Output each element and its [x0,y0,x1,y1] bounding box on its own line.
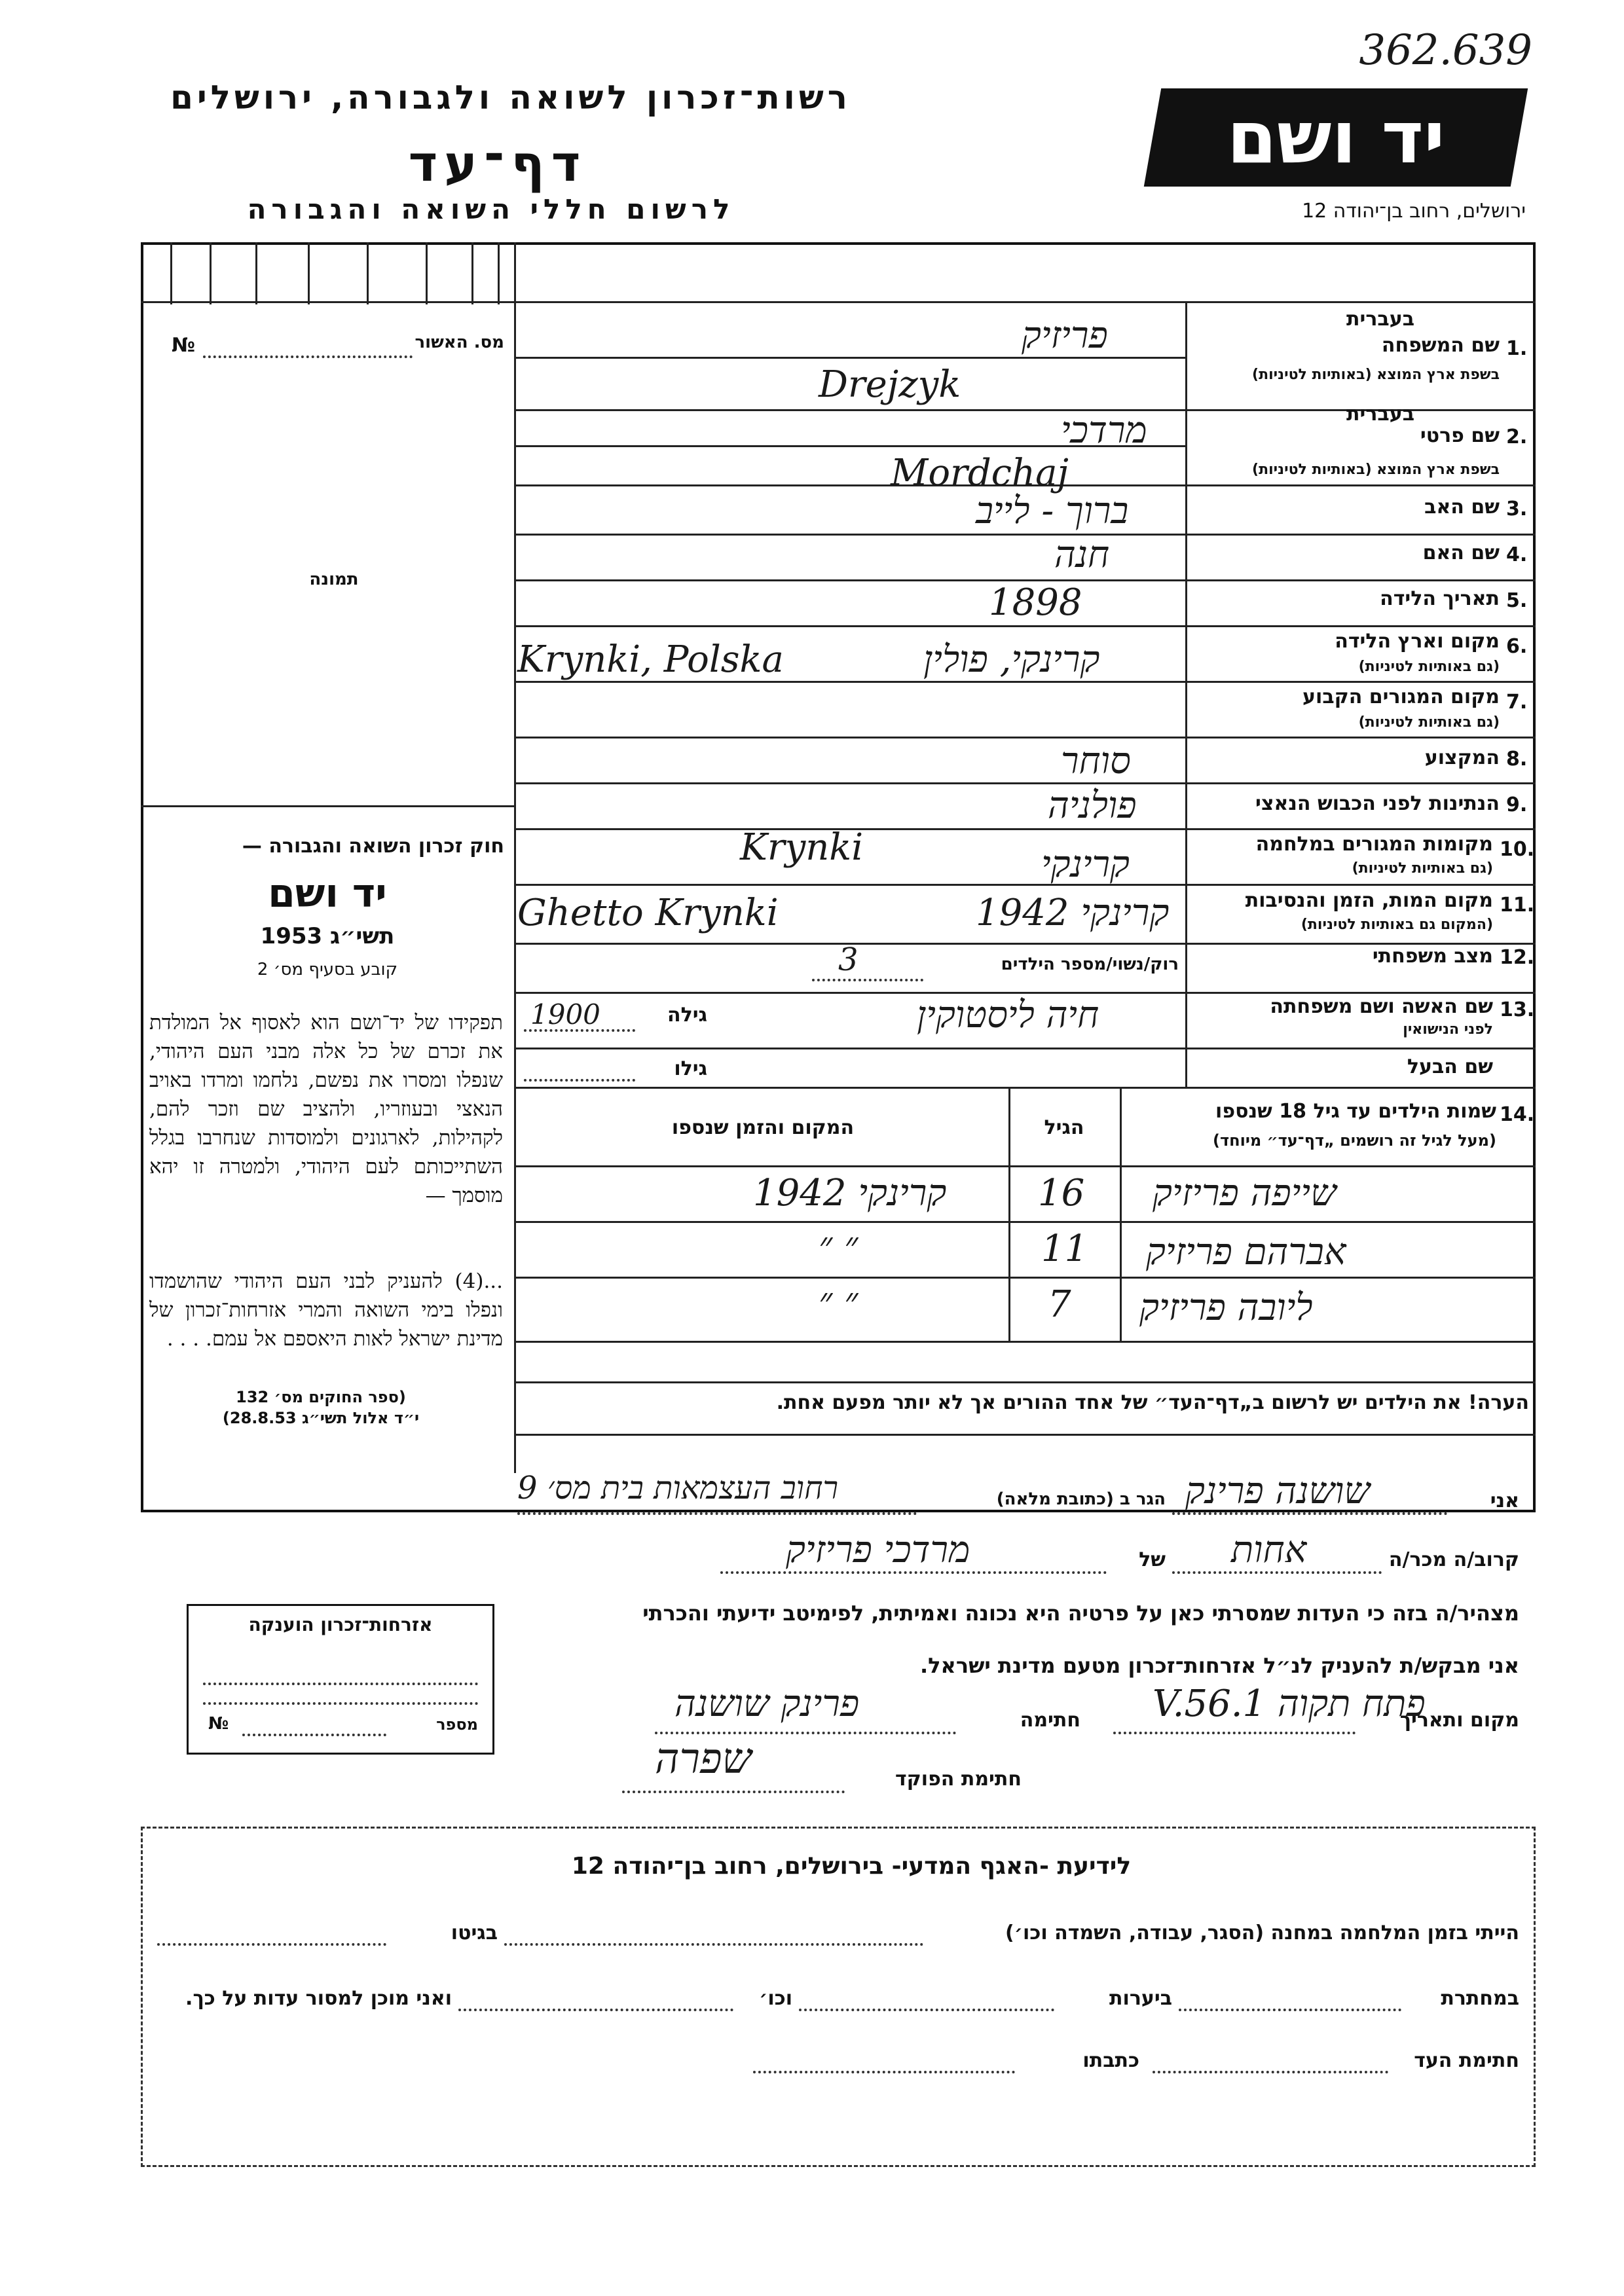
research-line3-fill-2 [753,2071,1015,2073]
signature-line [655,1732,956,1734]
entry-rule [514,357,1185,359]
strip-cell [308,242,310,304]
strip-cell [210,242,212,304]
row-rule [1185,625,1536,627]
yad-vashem-logo [1144,88,1528,187]
of-name-line [720,1571,1107,1574]
note-rule [514,1381,1536,1383]
field-11-value-lat: Ghetto Krynki [517,892,779,934]
signature: פרינק שושנה [674,1683,860,1725]
field-6-value-he: קרינקי, פולין [923,638,1100,681]
field-5-num: 5. [1506,589,1528,612]
entry-rule [514,1087,1536,1089]
entry-rule [514,625,1185,627]
officer-signature: שפרה [655,1735,752,1783]
children-col-divider [1120,1087,1122,1342]
children-col-divider [1008,1087,1010,1342]
row-rule [1185,681,1536,683]
number-mark: № [208,1714,229,1734]
research-line2-fill-2 [799,2009,1054,2011]
field-11-value-he: קרינקי 1942 [976,892,1170,934]
children-num: 14. [1500,1103,1535,1126]
children-header: שמות הילדים עד גיל 18 שנספו [1215,1100,1496,1123]
citizenship-title: אזרחות־זכרון הוענקה [248,1614,433,1635]
research-line2-b: ביערות [1109,1987,1172,2010]
child-3-age: 7 [1048,1283,1071,1326]
row-rule [1185,828,1536,830]
research-line3-a: חתימת העד [1414,2049,1519,2072]
field-7-label: מקום המגורים הקבוע [1302,685,1500,708]
of-name: מרדכי פריזיק [786,1529,970,1571]
entry-rule [514,681,1185,683]
children-header-rule [514,1165,1536,1167]
statement-2: אני מבקש/ת להעניק לנ״ל אזרחות־זכרון מטעם מדינת ישראל. [920,1653,1519,1678]
children-row-rule [514,1341,1536,1343]
law-date: י״ד אלול תשי״ג 28.8.53) [222,1409,420,1427]
field-13-value: חיה ליסטוקין [917,994,1099,1036]
number-label: מספר [436,1715,478,1734]
child-2-name: אברהם פריזיק [1146,1231,1346,1273]
entry-rule [514,1048,1185,1049]
field-13-age-value: 1900 [530,998,600,1030]
officer-line [622,1791,845,1793]
field-1-label: שם המשפחה [1381,334,1500,357]
of-label: של [1139,1548,1166,1571]
place-date-line [1113,1732,1356,1734]
field-6-sub: (גם באותיות לטיניות) [1358,659,1500,675]
row-rule [1185,782,1536,784]
field-10-label: מקומות המגורים במלחמה [1255,833,1493,856]
strip-cell [471,242,473,304]
citizenship-line [203,1702,478,1705]
officer-label: חתימת הפוקד [895,1768,1022,1791]
field-9-value: פולניה [1048,784,1137,827]
field-12-label: מצב משפחתי [1372,945,1493,968]
row-rule [1185,884,1536,886]
entry-rule [514,579,1185,581]
number-line [242,1734,386,1736]
children-col-age: הגיל [1044,1116,1084,1139]
cert-label: מס. האשור [415,333,504,352]
field-4-num: 4. [1506,543,1528,566]
field-2-value-lat: Mordchaj [891,452,1069,494]
field-1-num: 1. [1506,337,1528,360]
children-header-sub: (מעל לגיל זה רושמים „דף־עד״ מיוחד) [1213,1131,1496,1150]
place-date-label: מקום ותאריך [1399,1709,1519,1732]
research-line2-c: וכו׳ [759,1987,792,2010]
field-13-label: שם האשה ושם משפחתה [1270,995,1493,1018]
husband-label: שם הבעל [1407,1055,1493,1078]
sheet-title: דף־עד [408,134,587,192]
field-2-hebrew-tag: בעברית [1346,403,1414,426]
field-3-num: 3. [1506,498,1528,520]
children-row-rule [514,1221,1536,1223]
research-line3-fill [1153,2071,1388,2073]
field-10-value-he: קרינקי [1041,843,1130,886]
law-text: תפקידו של יד־ושם הוא לאסוף אל המולדת את זכרם של כל אלה מבני העם היהודי, שנפלו ומסרו את נפשם, נלחמו ומרדו באויב הנאצי ובעוזריו, ולהציב שם וזכר להם, לקהילות, לארגונים ולמוסדות שנחרבו בגלל השתייכותם לעם היהודי, ולמטרה זו יהא מוסמך — [149,1011,503,1207]
child-3-place: ״ ״ [819,1280,858,1322]
husband-age-label: גילו [674,1057,707,1080]
strip-cell [367,242,369,304]
photo-label: תמונה [309,570,359,589]
field-13-age-label: גילה [667,1004,707,1027]
field-1-hebrew-tag: בעברית [1346,308,1414,331]
child-2-age: 11 [1041,1228,1088,1270]
authority-title: רשות־זכרון לשואה ולגבורה, ירושלים [170,79,851,117]
strip-cell [498,242,500,304]
field-13-sub: לפני הנישואין [1403,1021,1493,1038]
field-1-value-he: פריזיק [1022,314,1108,357]
research-line1-fill-2 [157,1943,386,1946]
field-1-value-lat: Drejzyk [819,363,961,406]
photo-area-bottom [141,805,514,807]
field-3-label: שם האב [1424,496,1500,519]
relation: אחות [1231,1529,1307,1571]
children-col-place: המקום והזמן שנספו [671,1116,855,1139]
field-13-age-line [524,1029,635,1032]
labels-divider [1185,301,1187,1087]
research-line1-fill [504,1943,923,1946]
note: הערה! את הילדים יש לרשום ב„דף־העד״ של אחד ההורים אך לא יותר מפעם אחת. [776,1391,1529,1414]
declarant-name-line [1172,1512,1447,1515]
field-6-label: מקום וארץ הלידה [1335,630,1500,653]
logo-text: יד ושם [1227,96,1445,179]
resides-label: הגר ב (כתובת מלאה) [996,1489,1166,1509]
field-5-value: 1898 [989,581,1082,624]
field-1-sub: בשפת ארץ המוצא (באותיות לטיניות) [1252,367,1500,383]
entry-rule [514,737,1185,738]
row-rule [1185,737,1536,738]
law-title: חוק זכרון השואה והגבורה — [242,835,504,858]
top-strip-line [514,301,1536,303]
research-line3-b: כתבתו [1082,2049,1139,2072]
field-11-num: 11. [1500,894,1535,917]
child-2-place: ״ ״ [819,1224,858,1267]
field-10-num: 10. [1500,838,1535,861]
research-line2-fill [1179,2009,1401,2011]
husband-age-line [524,1079,635,1082]
declarant-name: שושנה פרינק [1185,1470,1371,1512]
field-12-value: 3 [838,941,858,978]
row-rule [1185,992,1536,994]
field-9-label: הנתינות לפני הכבוש הנאצי [1255,792,1500,815]
field-8-value: סוחר [1061,740,1131,782]
field-6-value-lat: Krynki, Polska [517,638,784,681]
child-1-place: קרינקי 1942 [753,1172,947,1214]
field-12-mid: רוק/נשוי/מספר הילדים [1001,955,1179,974]
field-6-num: 6. [1506,635,1528,658]
field-2-num: 2. [1506,426,1528,448]
law-source: (ספר החוקים מס׳ 132 [236,1388,406,1406]
field-3-value: ברוך - לייב [976,490,1129,532]
research-line2-a: במחתרת [1441,1987,1519,2010]
field-2-value-he: מרדכי [1061,409,1147,452]
entry-rule [514,484,1185,486]
archive-id: 362.639 [1359,26,1532,75]
field-2-label: שם פרטי [1420,424,1500,447]
field-4-value: חנה [1054,534,1110,576]
field-4-label: שם האם [1422,541,1500,564]
cert-no-line [203,355,413,358]
declarant-address: רחוב העצמאות בית מס׳ 9 [517,1470,839,1506]
child-3-name: ליובה פריזיק [1139,1286,1313,1329]
strip-bottom [141,301,514,303]
child-1-name: שייפה פריזיק [1153,1172,1337,1214]
signature-label: חתימה [1020,1709,1080,1732]
research-line2-d: ואני מוכן למסור עדות על כך. [185,1987,452,2010]
field-11-sub: (המקום גם באותיות לטיניות) [1301,917,1493,933]
strip-cell [426,242,428,304]
field-7-num: 7. [1506,691,1528,714]
strip-cell [170,242,172,304]
field-12-num: 12. [1500,946,1535,969]
declarant-address-line [517,1512,917,1515]
address: ירושלים, רחוב בן־יהודה 12 [1302,200,1526,223]
research-line1-b: בגיטו [451,1922,498,1944]
row-rule [1185,579,1536,581]
sheet-subtitle: לרשום חללי השואה והגבורה [247,193,735,225]
field-12-line [812,979,923,981]
declarant-i-label: אני [1490,1489,1519,1512]
law-text-2: ...(4) להעניק לבני העם היהודי שהושמדו ונפלו בימי השואה והמרי אזרחות־זכרון של מדינת ישראל לאות היאספם אל עמם. . . . [149,1269,503,1351]
field-5-label: תאריך הלידה [1380,587,1500,610]
children-row-rule [514,1277,1536,1279]
research-line2-fill-3 [458,2009,733,2011]
field-10-value-lat: Krynki [740,826,864,869]
child-1-age: 16 [1038,1172,1085,1214]
research-line1-a: הייתי בזמן המלחמה במחנה (הסגר, עבודה, השמדה וכו׳) [1005,1922,1519,1944]
place-date: פתח תקוה 1.V.56 [1153,1683,1426,1725]
law-year: תשי״ג 1953 [260,923,395,949]
field-9-num: 9. [1506,793,1528,816]
relation-line [1172,1571,1382,1574]
row-rule [1185,1048,1536,1049]
statement-1: מצהיר/ה בזה כי העדות שמסרתי כאן על פרטיה היא נכונה ואמיתית, לפימיטב ידיעתי והכרתי [642,1601,1519,1626]
field-2-sub: בשפת ארץ המוצא (באותיות לטיניות) [1252,462,1500,478]
strip-cell [255,242,257,304]
field-7-sub: (גם באותיות לטיניות) [1358,714,1500,731]
field-8-label: המקצוע [1424,746,1500,769]
field-8-num: 8. [1506,748,1528,771]
left-column-divider [514,242,516,1473]
row-rule [1185,484,1536,486]
law-clause: קובע בסעיף מס׳ 2 [257,960,398,979]
cert-no-mark: № [172,334,196,357]
citizenship-line [203,1683,478,1685]
field-10-sub: (גם באותיות לטיניות) [1352,860,1493,877]
field-11-label: מקום המות, הזמן והנסיבות [1245,889,1493,912]
field-13-num: 13. [1500,998,1535,1021]
note-rule-bottom [514,1434,1536,1436]
relative-label: קרוב/ה מכר/ה [1388,1548,1519,1571]
row-rule [1185,534,1536,536]
research-title: לידיעת -האגף המדעי- בירושלים, רחוב בן־יהודה 12 [571,1853,1132,1880]
law-name: יד ושם [268,871,387,917]
